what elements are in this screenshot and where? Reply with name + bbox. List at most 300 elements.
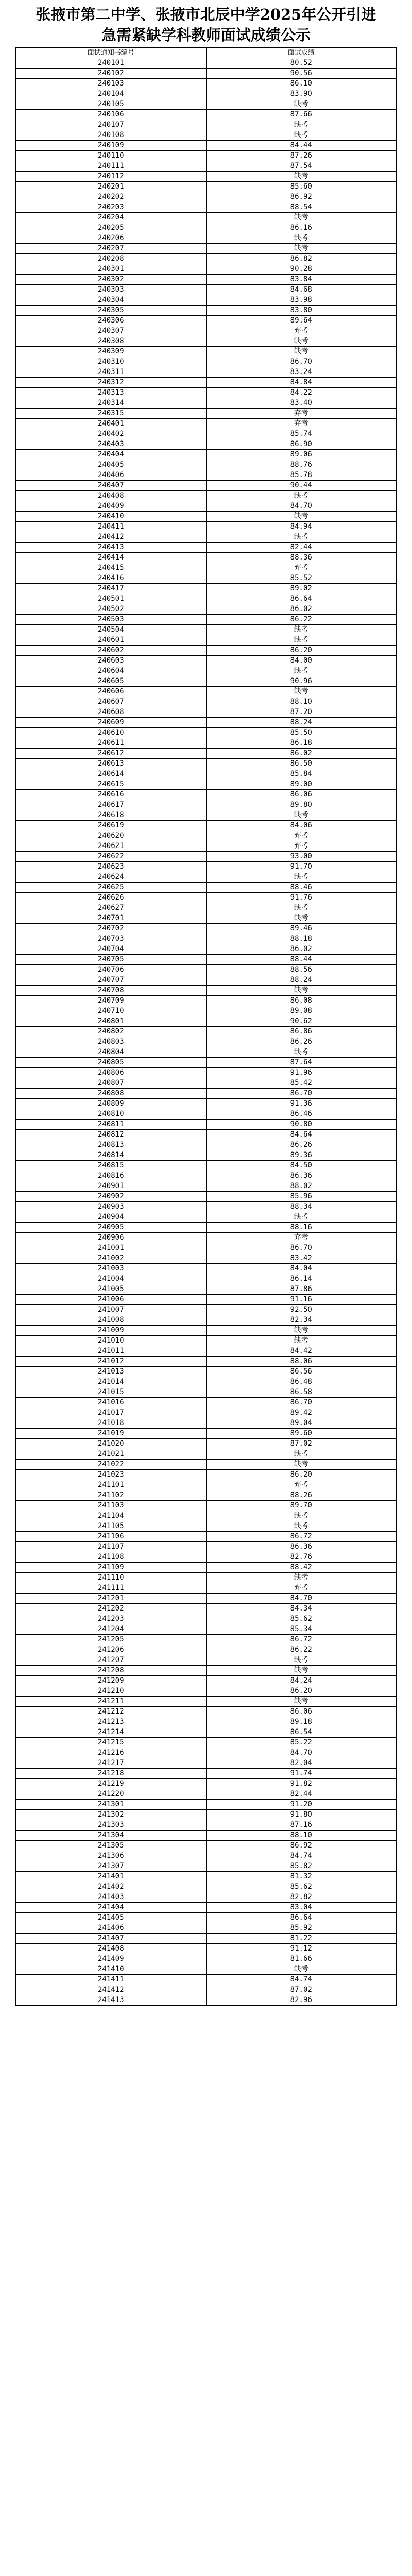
score-cell: 弃考 xyxy=(206,419,397,429)
score-cell: 84.84 xyxy=(206,378,397,388)
table-row xyxy=(16,172,397,182)
notice-number-cell: 240708 xyxy=(16,986,207,996)
notice-number-cell: 241402 xyxy=(16,1882,207,1892)
score-cell: 86.70 xyxy=(206,1243,397,1253)
score-cell: 89.08 xyxy=(206,1006,397,1016)
notice-number-cell: 241105 xyxy=(16,1521,207,1532)
score-cell: 85.22 xyxy=(206,1738,397,1748)
table-row xyxy=(16,1831,397,1841)
table-row xyxy=(16,1944,397,1954)
notice-number-cell: 241306 xyxy=(16,1851,207,1861)
table-header-row xyxy=(16,48,397,58)
table-row xyxy=(16,1511,397,1521)
table-row xyxy=(16,1604,397,1614)
table-row xyxy=(16,852,397,862)
table-row xyxy=(16,1346,397,1357)
notice-number-cell: 240608 xyxy=(16,707,207,718)
score-cell: 88.56 xyxy=(206,965,397,975)
notice-number-cell: 240312 xyxy=(16,378,207,388)
notice-number-cell: 241413 xyxy=(16,1995,207,2006)
table-row xyxy=(16,769,397,779)
notice-number-cell: 241101 xyxy=(16,1480,207,1490)
table-row xyxy=(16,759,397,769)
notice-number-cell: 240205 xyxy=(16,223,207,233)
notice-number-cell: 240313 xyxy=(16,388,207,398)
table-row xyxy=(16,1573,397,1583)
score-cell: 89.02 xyxy=(206,584,397,594)
table-row xyxy=(16,1954,397,1964)
notice-number-cell: 240414 xyxy=(16,553,207,563)
notice-number-cell: 241401 xyxy=(16,1872,207,1882)
score-cell: 84.70 xyxy=(206,1594,397,1604)
table-row xyxy=(16,1614,397,1624)
table-row xyxy=(16,924,397,934)
table-row xyxy=(16,821,397,831)
score-cell: 87.02 xyxy=(206,1985,397,1995)
score-cell: 92.50 xyxy=(206,1305,397,1315)
notice-number-cell: 241214 xyxy=(16,1727,207,1738)
table-row xyxy=(16,646,397,656)
score-cell: 85.84 xyxy=(206,769,397,779)
notice-number-cell: 240102 xyxy=(16,69,207,79)
score-cell: 80.52 xyxy=(206,58,397,69)
notice-number-cell: 240620 xyxy=(16,831,207,841)
score-cell: 86.08 xyxy=(206,996,397,1006)
table-row xyxy=(16,1738,397,1748)
table-row xyxy=(16,800,397,810)
score-cell: 86.14 xyxy=(206,1274,397,1284)
score-cell: 88.34 xyxy=(206,1202,397,1212)
column-header-score: 面试成绩 xyxy=(206,48,397,58)
table-row xyxy=(16,1408,397,1418)
table-row xyxy=(16,625,397,635)
table-row xyxy=(16,1975,397,1985)
score-cell: 缺考 xyxy=(206,1521,397,1532)
score-cell: 88.44 xyxy=(206,955,397,965)
notice-number-cell: 240903 xyxy=(16,1202,207,1212)
score-cell: 89.80 xyxy=(206,800,397,810)
notice-number-cell: 240310 xyxy=(16,357,207,367)
score-cell: 86.36 xyxy=(206,1171,397,1181)
table-row xyxy=(16,1645,397,1655)
score-cell: 89.70 xyxy=(206,1501,397,1511)
score-cell: 弃考 xyxy=(206,1480,397,1490)
table-row xyxy=(16,295,397,306)
table-row xyxy=(16,1583,397,1594)
notice-number-cell: 240603 xyxy=(16,656,207,666)
table-row xyxy=(16,182,397,192)
table-row xyxy=(16,1995,397,2006)
score-cell: 82.44 xyxy=(206,1789,397,1800)
notice-number-cell: 241019 xyxy=(16,1429,207,1439)
score-cell: 88.02 xyxy=(206,1181,397,1192)
table-row xyxy=(16,635,397,646)
notice-number-cell: 240809 xyxy=(16,1099,207,1109)
score-cell: 83.84 xyxy=(206,275,397,285)
table-row xyxy=(16,975,397,986)
table-row xyxy=(16,986,397,996)
table-row xyxy=(16,1707,397,1717)
score-cell: 85.78 xyxy=(206,470,397,481)
score-cell: 86.92 xyxy=(206,192,397,202)
score-cell: 缺考 xyxy=(206,1511,397,1521)
table-row xyxy=(16,1006,397,1016)
table-row xyxy=(16,223,397,233)
table-row xyxy=(16,1861,397,1872)
notice-number-cell: 241211 xyxy=(16,1697,207,1707)
notice-number-cell: 240615 xyxy=(16,779,207,790)
title-line-2: 急需紧缺学科教师面试成绩公示 xyxy=(101,26,311,44)
score-cell: 弃考 xyxy=(206,841,397,852)
score-cell: 缺考 xyxy=(206,872,397,883)
table-row xyxy=(16,1841,397,1851)
notice-number-cell: 240504 xyxy=(16,625,207,635)
score-cell: 缺考 xyxy=(206,635,397,646)
table-row xyxy=(16,110,397,120)
table-row xyxy=(16,738,397,749)
table-row xyxy=(16,378,397,388)
title-line-1: 张掖市第二中学、张掖市北辰中学2025年公开引进 xyxy=(36,6,376,23)
table-row xyxy=(16,285,397,295)
notice-number-cell: 241104 xyxy=(16,1511,207,1521)
score-cell: 91.80 xyxy=(206,1810,397,1820)
score-cell: 88.10 xyxy=(206,697,397,707)
score-cell: 86.86 xyxy=(206,1027,397,1037)
score-cell: 缺考 xyxy=(206,1326,397,1336)
score-cell: 89.18 xyxy=(206,1717,397,1727)
notice-number-cell: 241201 xyxy=(16,1594,207,1604)
notice-number-cell: 240411 xyxy=(16,522,207,532)
score-cell: 86.06 xyxy=(206,790,397,800)
notice-number-cell: 240103 xyxy=(16,79,207,89)
table-row xyxy=(16,347,397,357)
notice-number-cell: 240305 xyxy=(16,306,207,316)
notice-number-cell: 240812 xyxy=(16,1130,207,1140)
table-row xyxy=(16,79,397,89)
notice-number-cell: 240306 xyxy=(16,316,207,326)
table-row xyxy=(16,1913,397,1923)
notice-number-cell: 241305 xyxy=(16,1841,207,1851)
score-cell: 91.36 xyxy=(206,1099,397,1109)
table-row xyxy=(16,1439,397,1449)
score-cell: 88.24 xyxy=(206,718,397,728)
score-cell: 82.44 xyxy=(206,543,397,553)
table-row xyxy=(16,563,397,573)
table-row xyxy=(16,553,397,563)
notice-number-cell: 240412 xyxy=(16,532,207,543)
table-row xyxy=(16,1253,397,1264)
score-cell: 90.62 xyxy=(206,1016,397,1027)
notice-number-cell: 240403 xyxy=(16,439,207,450)
table-row xyxy=(16,1810,397,1820)
notice-number-cell: 240408 xyxy=(16,491,207,501)
table-row xyxy=(16,1233,397,1243)
table-row xyxy=(16,893,397,903)
notice-number-cell: 240627 xyxy=(16,903,207,913)
notice-number-cell: 240611 xyxy=(16,738,207,749)
table-row xyxy=(16,1624,397,1635)
score-cell: 缺考 xyxy=(206,1573,397,1583)
notice-number-cell: 240625 xyxy=(16,883,207,893)
notice-number-cell: 240706 xyxy=(16,965,207,975)
table-row xyxy=(16,1387,397,1398)
score-cell: 84.68 xyxy=(206,285,397,295)
notice-number-cell: 240206 xyxy=(16,233,207,244)
score-cell: 85.34 xyxy=(206,1624,397,1635)
notice-number-cell: 240311 xyxy=(16,367,207,378)
notice-number-cell: 240304 xyxy=(16,295,207,306)
table-row xyxy=(16,1089,397,1099)
table-row xyxy=(16,1676,397,1686)
notice-number-cell: 240614 xyxy=(16,769,207,779)
score-cell: 90.96 xyxy=(206,676,397,687)
table-row xyxy=(16,460,397,470)
score-cell: 缺考 xyxy=(206,491,397,501)
table-row xyxy=(16,1047,397,1058)
notice-number-cell: 240107 xyxy=(16,120,207,130)
notice-number-cell: 241303 xyxy=(16,1820,207,1831)
notice-number-cell: 240405 xyxy=(16,460,207,470)
notice-number-cell: 241209 xyxy=(16,1676,207,1686)
notice-number-cell: 241015 xyxy=(16,1387,207,1398)
notice-number-cell: 241210 xyxy=(16,1686,207,1697)
notice-number-cell: 240904 xyxy=(16,1212,207,1223)
table-row xyxy=(16,1429,397,1439)
table-row xyxy=(16,275,397,285)
notice-number-cell: 240417 xyxy=(16,584,207,594)
notice-number-cell: 241213 xyxy=(16,1717,207,1727)
score-cell: 缺考 xyxy=(206,336,397,347)
notice-number-cell: 240401 xyxy=(16,419,207,429)
table-row xyxy=(16,862,397,872)
table-row xyxy=(16,1697,397,1707)
notice-number-cell: 240106 xyxy=(16,110,207,120)
score-cell: 86.22 xyxy=(206,615,397,625)
table-row xyxy=(16,1655,397,1666)
notice-number-cell: 241108 xyxy=(16,1552,207,1563)
score-cell: 83.40 xyxy=(206,398,397,409)
notice-number-cell: 240605 xyxy=(16,676,207,687)
table-row xyxy=(16,213,397,223)
table-row xyxy=(16,1779,397,1789)
notice-number-cell: 240302 xyxy=(16,275,207,285)
notice-number-cell: 240801 xyxy=(16,1016,207,1027)
score-cell: 86.54 xyxy=(206,1727,397,1738)
table-row xyxy=(16,316,397,326)
score-cell: 84.94 xyxy=(206,522,397,532)
table-row xyxy=(16,1758,397,1769)
notice-number-cell: 241001 xyxy=(16,1243,207,1253)
notice-number-cell: 241409 xyxy=(16,1954,207,1964)
notice-number-cell: 240111 xyxy=(16,161,207,172)
score-cell: 86.72 xyxy=(206,1635,397,1645)
notice-number-cell: 240202 xyxy=(16,192,207,202)
table-row xyxy=(16,604,397,615)
score-cell: 86.02 xyxy=(206,749,397,759)
notice-number-cell: 240410 xyxy=(16,512,207,522)
table-row xyxy=(16,141,397,151)
table-row xyxy=(16,1099,397,1109)
table-row xyxy=(16,1934,397,1944)
score-cell: 85.82 xyxy=(206,1861,397,1872)
score-cell: 86.06 xyxy=(206,1707,397,1717)
score-cell: 91.16 xyxy=(206,1295,397,1305)
score-cell: 88.36 xyxy=(206,553,397,563)
score-table xyxy=(15,47,397,2006)
score-cell: 85.92 xyxy=(206,1923,397,1934)
notice-number-cell: 241012 xyxy=(16,1357,207,1367)
notice-number-cell: 241011 xyxy=(16,1346,207,1357)
table-row xyxy=(16,1449,397,1460)
table-row xyxy=(16,965,397,975)
score-cell: 90.56 xyxy=(206,69,397,79)
table-row xyxy=(16,1717,397,1727)
table-row xyxy=(16,594,397,604)
score-cell: 86.82 xyxy=(206,254,397,264)
notice-number-cell: 241404 xyxy=(16,1903,207,1913)
notice-number-cell: 240612 xyxy=(16,749,207,759)
score-cell: 84.74 xyxy=(206,1975,397,1985)
score-cell: 缺考 xyxy=(206,244,397,254)
table-row xyxy=(16,676,397,687)
notice-number-cell: 240808 xyxy=(16,1089,207,1099)
table-row xyxy=(16,89,397,99)
notice-number-cell: 240617 xyxy=(16,800,207,810)
notice-number-cell: 241215 xyxy=(16,1738,207,1748)
score-cell: 88.46 xyxy=(206,883,397,893)
notice-number-cell: 241006 xyxy=(16,1295,207,1305)
notice-number-cell: 240618 xyxy=(16,810,207,821)
notice-number-cell: 240709 xyxy=(16,996,207,1006)
table-row xyxy=(16,1016,397,1027)
score-cell: 弃考 xyxy=(206,1583,397,1594)
table-row xyxy=(16,326,397,336)
table-row xyxy=(16,1820,397,1831)
notice-number-cell: 240101 xyxy=(16,58,207,69)
table-row xyxy=(16,790,397,800)
table-row xyxy=(16,388,397,398)
score-cell: 88.26 xyxy=(206,1490,397,1501)
notice-number-cell: 240402 xyxy=(16,429,207,439)
score-cell: 87.16 xyxy=(206,1820,397,1831)
notice-number-cell: 241022 xyxy=(16,1460,207,1470)
score-cell: 缺考 xyxy=(206,1964,397,1975)
table-row xyxy=(16,120,397,130)
notice-number-cell: 241408 xyxy=(16,1944,207,1954)
score-cell: 86.64 xyxy=(206,594,397,604)
score-cell: 85.50 xyxy=(206,728,397,738)
table-row xyxy=(16,1563,397,1573)
table-row xyxy=(16,1490,397,1501)
score-cell: 86.36 xyxy=(206,1542,397,1552)
notice-number-cell: 241208 xyxy=(16,1666,207,1676)
notice-number-cell: 240413 xyxy=(16,543,207,553)
notice-number-cell: 241009 xyxy=(16,1326,207,1336)
score-cell: 84.22 xyxy=(206,388,397,398)
score-cell: 82.76 xyxy=(206,1552,397,1563)
notice-number-cell: 241411 xyxy=(16,1975,207,1985)
score-cell: 86.02 xyxy=(206,604,397,615)
notice-number-cell: 240623 xyxy=(16,862,207,872)
table-row xyxy=(16,1501,397,1511)
table-row xyxy=(16,161,397,172)
table-row xyxy=(16,1367,397,1377)
notice-number-cell: 241407 xyxy=(16,1934,207,1944)
notice-number-cell: 240110 xyxy=(16,151,207,161)
notice-number-cell: 240902 xyxy=(16,1192,207,1202)
score-cell: 81.32 xyxy=(206,1872,397,1882)
notice-number-cell: 241403 xyxy=(16,1892,207,1903)
score-cell: 缺考 xyxy=(206,512,397,522)
score-cell: 88.18 xyxy=(206,934,397,944)
notice-number-cell: 241218 xyxy=(16,1769,207,1779)
notice-number-cell: 241021 xyxy=(16,1449,207,1460)
notice-number-cell: 240813 xyxy=(16,1140,207,1150)
notice-number-cell: 240906 xyxy=(16,1233,207,1243)
notice-number-cell: 240816 xyxy=(16,1171,207,1181)
table-row xyxy=(16,1686,397,1697)
score-cell: 86.64 xyxy=(206,1913,397,1923)
notice-number-cell: 240606 xyxy=(16,687,207,697)
table-row xyxy=(16,955,397,965)
table-row xyxy=(16,336,397,347)
score-cell: 缺考 xyxy=(206,1336,397,1346)
notice-number-cell: 241405 xyxy=(16,1913,207,1923)
score-cell: 缺考 xyxy=(206,1666,397,1676)
table-row xyxy=(16,903,397,913)
score-cell: 89.04 xyxy=(206,1418,397,1429)
score-cell: 89.00 xyxy=(206,779,397,790)
table-row xyxy=(16,1212,397,1223)
score-cell: 83.98 xyxy=(206,295,397,306)
table-row xyxy=(16,1109,397,1120)
table-row xyxy=(16,254,397,264)
score-cell: 89.36 xyxy=(206,1150,397,1161)
table-row xyxy=(16,1985,397,1995)
table-row xyxy=(16,1521,397,1532)
notice-number-cell: 241206 xyxy=(16,1645,207,1655)
table-row xyxy=(16,1552,397,1563)
score-cell: 84.34 xyxy=(206,1604,397,1614)
table-row xyxy=(16,1120,397,1130)
notice-number-cell: 241205 xyxy=(16,1635,207,1645)
table-row xyxy=(16,1150,397,1161)
score-cell: 88.16 xyxy=(206,1223,397,1233)
score-cell: 86.92 xyxy=(206,1841,397,1851)
notice-number-cell: 240804 xyxy=(16,1047,207,1058)
score-cell: 86.20 xyxy=(206,646,397,656)
table-row xyxy=(16,1181,397,1192)
notice-number-cell: 241202 xyxy=(16,1604,207,1614)
notice-number-cell: 241216 xyxy=(16,1748,207,1758)
table-row xyxy=(16,1460,397,1470)
notice-number-cell: 240710 xyxy=(16,1006,207,1016)
table-row xyxy=(16,1748,397,1758)
notice-number-cell: 241410 xyxy=(16,1964,207,1975)
table-row xyxy=(16,1964,397,1975)
score-cell: 90.80 xyxy=(206,1120,397,1130)
score-cell: 84.00 xyxy=(206,656,397,666)
notice-number-cell: 241109 xyxy=(16,1563,207,1573)
table-row xyxy=(16,69,397,79)
table-row xyxy=(16,1377,397,1387)
notice-number-cell: 240112 xyxy=(16,172,207,182)
table-row xyxy=(16,584,397,594)
table-row xyxy=(16,1058,397,1068)
score-cell: 86.46 xyxy=(206,1109,397,1120)
table-row xyxy=(16,429,397,439)
table-row xyxy=(16,944,397,955)
